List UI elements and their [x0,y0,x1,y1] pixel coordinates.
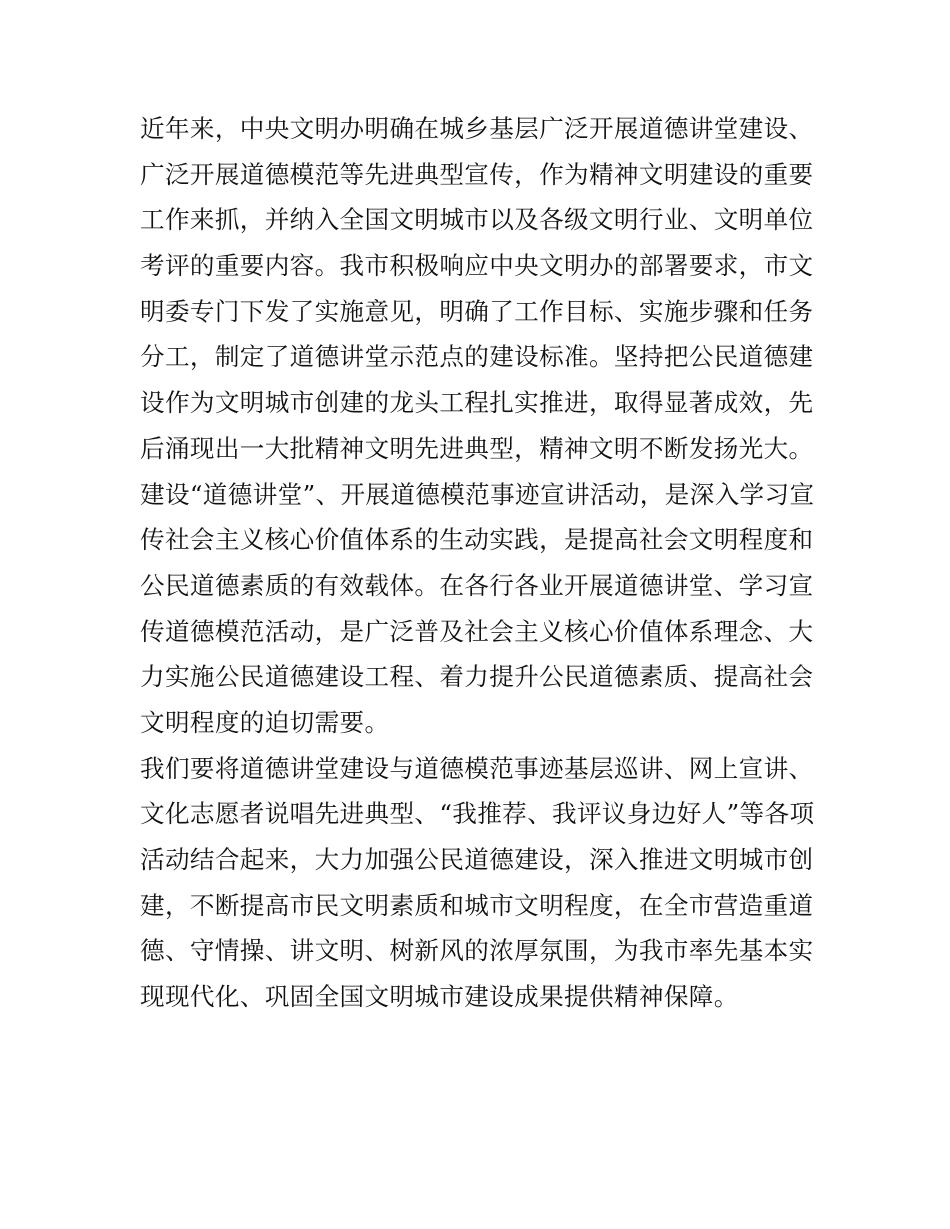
body-text [140,106,820,1020]
text-line: 设作为文明城市创建的龙头工程扎实推进，取得显著成效，先 [140,388,814,418]
text-line: 建，不断提高市民文明素质和城市文明程度，在全市营造重道 [140,890,814,920]
text-line: 广泛开展道德模范等先进典型宣传，作为精神文明建设的重要 [140,159,814,189]
text-line: 明委专门下发了实施意见，明确了工作目标、实施步骤和任务 [140,296,814,326]
text-line: 现现代化、巩固全国文明城市建设成果提供精神保障。 [140,982,739,1012]
text-line: 德、守情操、讲文明、树新风的浓厚氛围，为我市率先基本实 [140,936,814,966]
text-line: 近年来，中央文明办明确在城乡基层广泛开展道德讲堂建设、 [140,114,814,143]
text-line: 我们要将道德讲堂建设与道德模范事迹基层巡讲、网上宣讲、 [140,753,814,783]
text-line: 分工，制定了道德讲堂示范点的建设标准。坚持把公民道德建 [140,342,814,372]
text-line: 传社会主义核心价值体系的生动实践，是提高社会文明程度和 [140,525,814,555]
text-line: 考评的重要内容。我市积极响应中央文明办的部署要求，市文 [140,251,814,281]
text-line: 建设“道德讲堂”、开展道德模范事迹宣讲活动，是深入学习宣 [140,479,815,509]
text-line: 工作来抓，并纳入全国文明城市以及各级文明行业、文明单位 [140,205,814,235]
text-line: 活动结合起来，大力加强公民道德建设，深入推进文明城市创 [140,845,814,874]
text-line: 公民道德素质的有效载体。在各行各业开展道德讲堂、学习宣 [140,570,814,600]
text-line: 文明程度的迫切需要。 [140,707,390,737]
text-line: 传道德模范活动，是广泛普及社会主义核心价值体系理念、大 [140,616,814,646]
text-line: 后涌现出一大批精神文明先进典型，精神文明不断发扬光大。 [140,433,814,463]
text-line: 力实施公民道德建设工程、着力提升公民道德素质、提高社会 [140,662,814,692]
text-line: 文化志愿者说唱先进典型、“我推荐、我评议身边好人”等各项 [140,799,815,829]
